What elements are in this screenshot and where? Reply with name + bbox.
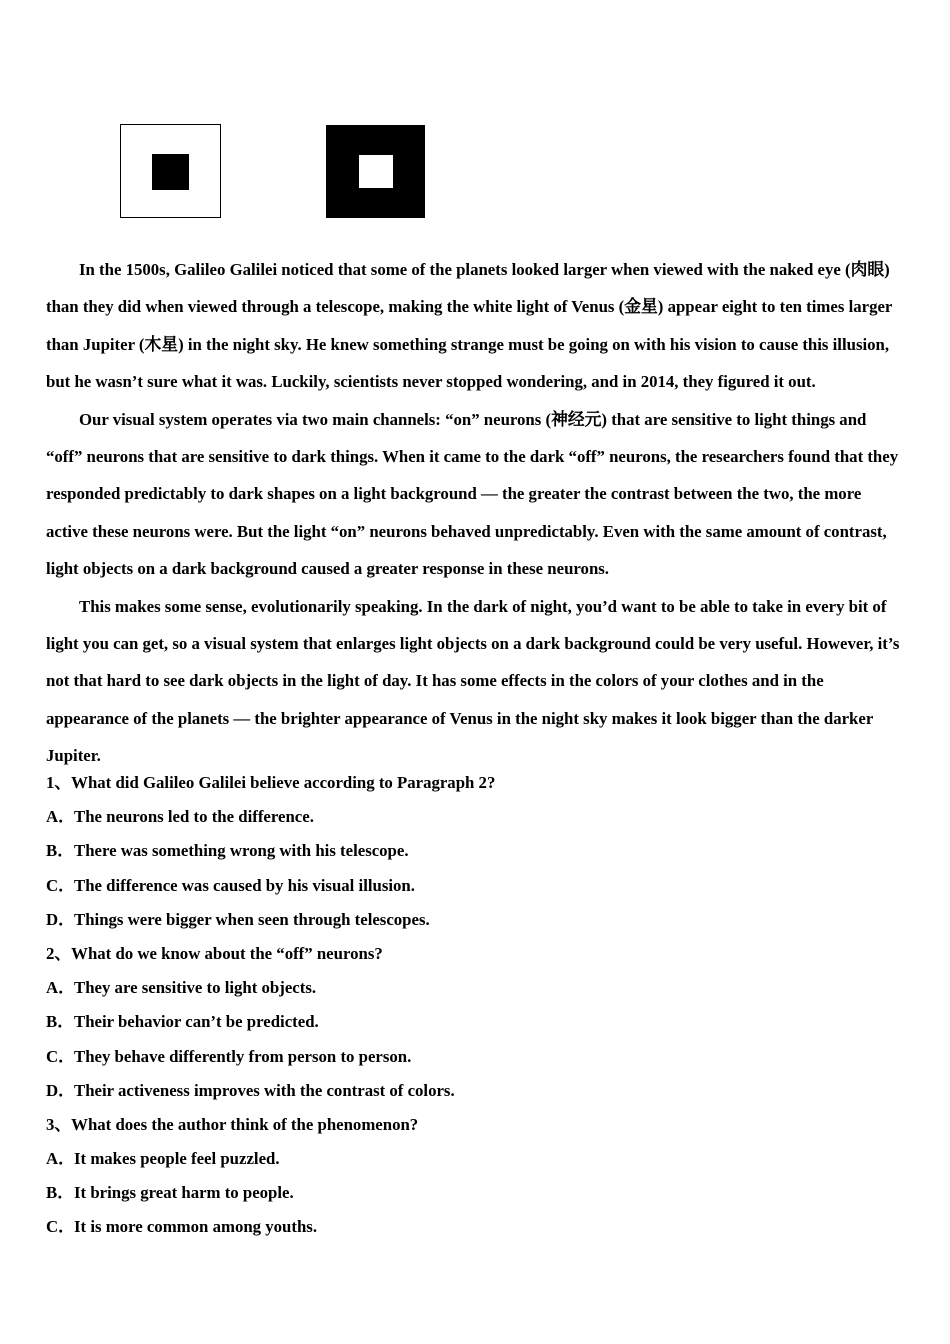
option-text: Their behavior can’t be predicted.	[74, 1012, 319, 1032]
answer-option[interactable]	[46, 1005, 904, 1039]
question-stem: 1、What did Galileo Galilei believe according to Paragraph 2?	[46, 773, 496, 792]
question-2	[46, 937, 904, 1108]
option-text: They behave differently from person to person.	[74, 1046, 412, 1066]
answer-option[interactable]	[46, 903, 904, 937]
answer-option[interactable]	[46, 971, 904, 1005]
option-text: Their activeness improves with the contrast of colors.	[74, 1080, 455, 1100]
question-list	[46, 766, 904, 1245]
paragraph-3: This makes some sense, evolutionarily speaking. In the dark of night, you’d want to be able to take in every bit of light you can get, so a visual system that enlarges light objects on a dark background could be very useful. However, it’s not that hard to see dark objects in the light of day. It has some effects in the colors of your clothes and in the appearance of the planets — the brighter appearance of Venus in the night sky makes it look bigger than the darker Jupiter.	[46, 596, 900, 766]
question-stem: 2、What do we know about the “off” neurons?	[46, 943, 383, 963]
option-text: There was something wrong with his telescope.	[74, 841, 409, 861]
dark-inner-square	[152, 154, 189, 190]
option-letter: C．	[46, 1217, 75, 1237]
option-text: Things were bigger when seen through telescopes.	[74, 909, 430, 929]
option-text: It brings great harm to people.	[74, 1183, 294, 1203]
answer-option[interactable]	[46, 834, 904, 868]
option-letter: A．	[46, 978, 75, 998]
option-letter: D．	[46, 1080, 75, 1100]
option-letter: B．	[46, 1012, 74, 1032]
option-text: The neurons led to the difference.	[74, 807, 314, 827]
figure-light-square-on-dark	[326, 125, 425, 218]
answer-option[interactable]	[46, 1176, 904, 1210]
option-text: The difference was caused by his visual illusion.	[74, 875, 415, 895]
paragraph-2: Our visual system operates via two main channels: “on” neurons (神经元) that are sensitive to light things and “off” neurons that are sensitive to dark things. When it came to the dark “off” neurons, the researchers found that they responded predictably to dark shapes on a light background — the greater the contrast between the two, the more active these neurons were. But the light “on” neurons behaved unpredictably. Even with the same amount of contrast, light objects on a dark background caused a greater response in these neurons.	[46, 409, 899, 579]
option-letter: D．	[46, 909, 75, 929]
option-letter: C．	[46, 1046, 75, 1066]
option-letter: C．	[46, 875, 75, 895]
option-letter: A．	[46, 807, 75, 827]
option-text: They are sensitive to light objects.	[74, 978, 317, 998]
answer-option[interactable]	[46, 1210, 904, 1244]
answer-option[interactable]	[46, 1142, 904, 1176]
option-letter: B．	[46, 841, 74, 861]
option-letter: A．	[46, 1149, 75, 1169]
paragraph-1: In the 1500s, Galileo Galilei noticed that some of the planets looked larger when viewed with the naked eye (肉眼) than they did when viewed through a telescope, making the white light of Venus (金星) appear eight to ten times larger than Jupiter (木星) in the night sky. He knew something strange must be going on with his vision to cause this illusion, but he wasn’t sure what it was. Luckily, scientists never stopped wondering, and in 2014, they figured it out.	[46, 260, 893, 392]
option-text: It is more common among youths.	[74, 1217, 318, 1237]
reading-passage	[46, 251, 904, 775]
option-letter: B．	[46, 1183, 74, 1203]
light-inner-square	[359, 155, 393, 188]
question-3	[46, 1108, 904, 1245]
answer-option[interactable]	[46, 1074, 904, 1108]
option-text: It makes people feel puzzled.	[74, 1149, 280, 1169]
answer-option[interactable]	[46, 869, 904, 903]
question-1	[46, 766, 904, 937]
question-stem: 3、What does the author think of the phenomenon?	[46, 1114, 419, 1134]
figure-dark-square-on-light	[120, 124, 221, 218]
answer-option[interactable]	[46, 1040, 904, 1074]
answer-option[interactable]	[46, 800, 904, 834]
